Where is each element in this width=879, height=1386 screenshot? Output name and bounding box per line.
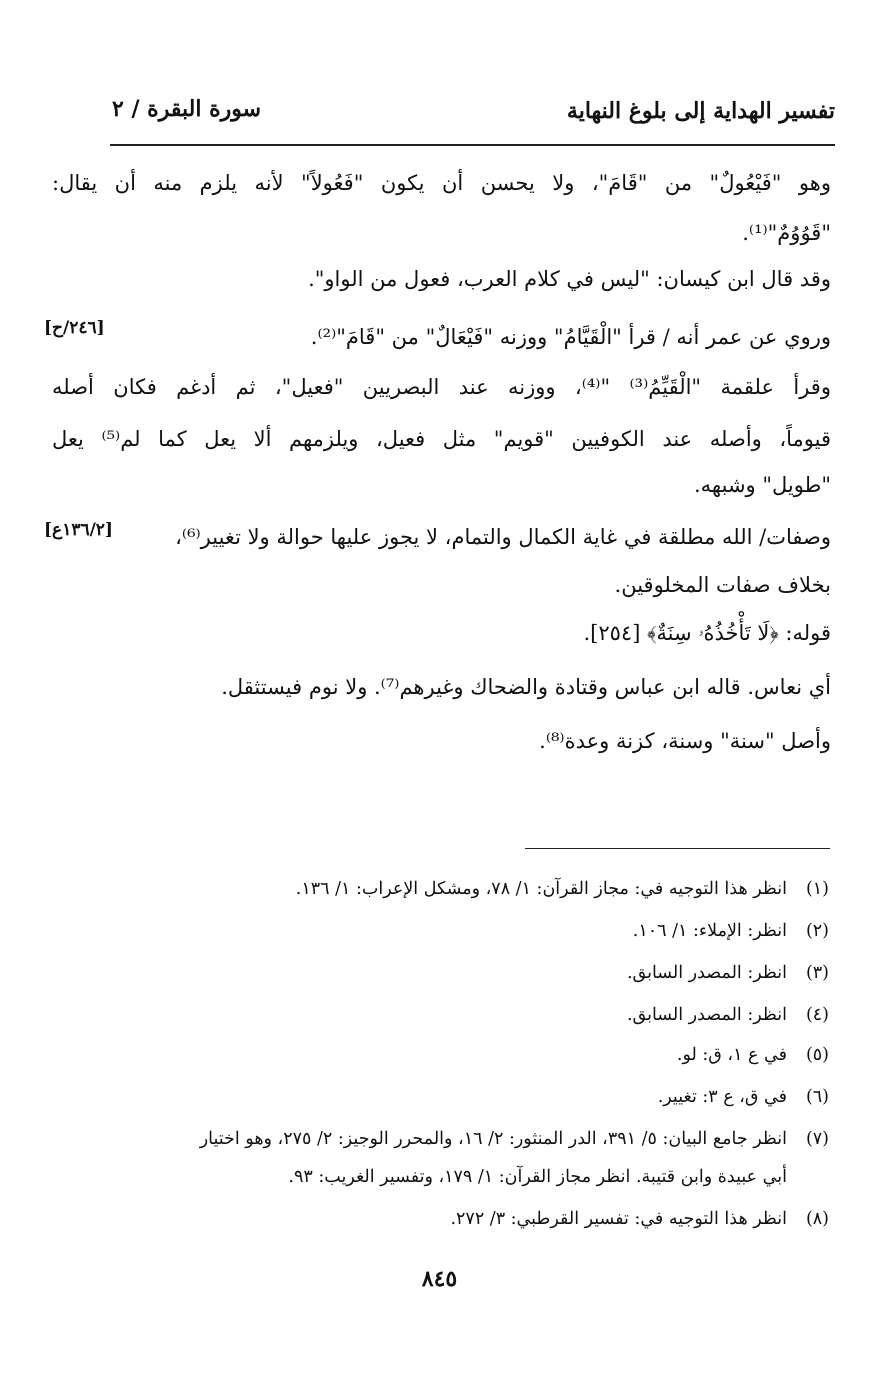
text-line: قيوماً، وأصله عند الكوفيين "قويم" مثل فعيل، ويلزمهم ألا يعل كما لم⁽⁵⁾ يعل <box>52 427 831 451</box>
footnote-text: انظر: المصدر السابق. <box>626 963 787 983</box>
footnote <box>110 1002 829 1028</box>
page-number: ٨٤٥ <box>421 1266 458 1292</box>
footnote-number: (٧) <box>805 1129 829 1149</box>
footnote-number: (١) <box>805 879 829 899</box>
footnote <box>110 918 829 944</box>
footnote-number: (٤) <box>805 1005 829 1025</box>
footnote-text: انظر هذا التوجيه في: تفسير القرطبي: ٣/ ٢٧٢. <box>450 1209 787 1229</box>
text-line: وهو "فَيْعُولٌ" من "قَامَ"، ولا يحسن أن يكون "فَعُولاً" لأنه يلزم منه أن يقال: <box>52 171 831 195</box>
footnote-continuation <box>110 1164 829 1190</box>
footnote <box>110 1126 829 1152</box>
text-line: وقرأ علقمة "الْقَيِّمُ⁽³⁾ "⁽⁴⁾، ووزنه عند البصريين "فعيل"، ثم أدغم فكان أصله <box>52 375 831 399</box>
footnote-number: (٨) <box>805 1209 829 1229</box>
footnote <box>110 876 829 902</box>
manuscript-margin-ref: [١٣٦/٢ع] <box>44 520 113 540</box>
footnote-number: (٣) <box>805 963 829 983</box>
footnote-number: (٥) <box>805 1045 829 1065</box>
footnote-text: انظر: المصدر السابق. <box>626 1005 787 1025</box>
text-line: وأصل "سنة" وسنة، كزنة وعدة⁽⁸⁾. <box>539 729 831 753</box>
footnote-text: أبي عبيدة وابن قتيبة. انظر مجاز القرآن: ١/ ١٧٩، وتفسير الغريب: ٩٣. <box>288 1167 787 1187</box>
book-title: تفسير الهداية إلى بلوغ النهاية <box>566 98 835 124</box>
footnote-text: في ق، ع ٣: تغيير. <box>657 1087 787 1107</box>
text-line: "طويل" وشبهه. <box>694 473 831 497</box>
text-line: وروي عن عمر أنه / قرأ "الْقَيَّامُ" ووزنه "فَيْعَالٌ" من "قَامَ"⁽²⁾. <box>310 325 831 349</box>
text-line: "قَوُوُمٌ"⁽¹⁾. <box>742 221 831 245</box>
footnote-number: (٦) <box>805 1087 829 1107</box>
text-line: أي نعاس. قاله ابن عباس وقتادة والضحاك وغيرهم⁽⁷⁾. ولا نوم فيستثقل. <box>221 675 831 699</box>
footnote <box>110 1206 829 1232</box>
footnote-separator <box>525 848 830 849</box>
running-header <box>110 96 835 136</box>
footnote <box>110 960 829 986</box>
footnote-text: انظر هذا التوجيه في: مجاز القرآن: ١/ ٧٨، ومشكل الإعراب: ١/ ١٣٦. <box>295 879 787 899</box>
footnote-text: انظر: الإملاء: ١/ ١٠٦. <box>632 921 787 941</box>
surah-title: سورة البقرة / ٢ <box>112 96 262 122</box>
text-line: وصفات/ الله مطلقة في غاية الكمال والتمام، لا يجوز عليها حوالة ولا تغيير⁽⁶⁾، <box>175 525 831 549</box>
manuscript-margin-ref: [٢٤٦/ح] <box>44 318 105 338</box>
text-line: قوله: ﴿لَا تَأْخُذُهُۥ سِنَةٌ﴾ [٢٥٤]. <box>583 621 831 645</box>
text-line: بخلاف صفات المخلوقين. <box>614 573 831 597</box>
footnote-text: انظر جامع البيان: ٥/ ٣٩١، الدر المنثور: ٢/ ١٦، والمحرر الوجيز: ٢/ ٢٧٥، وهو اختيار <box>199 1129 787 1149</box>
header-rule <box>110 144 835 146</box>
footnote-text: في ع ١، ق: لو. <box>676 1045 787 1065</box>
text-line: وقد قال ابن كيسان: "ليس في كلام العرب، فعول من الواو". <box>308 267 831 291</box>
footnote <box>110 1042 829 1068</box>
footnote <box>110 1084 829 1110</box>
footnote-number: (٢) <box>805 921 829 941</box>
